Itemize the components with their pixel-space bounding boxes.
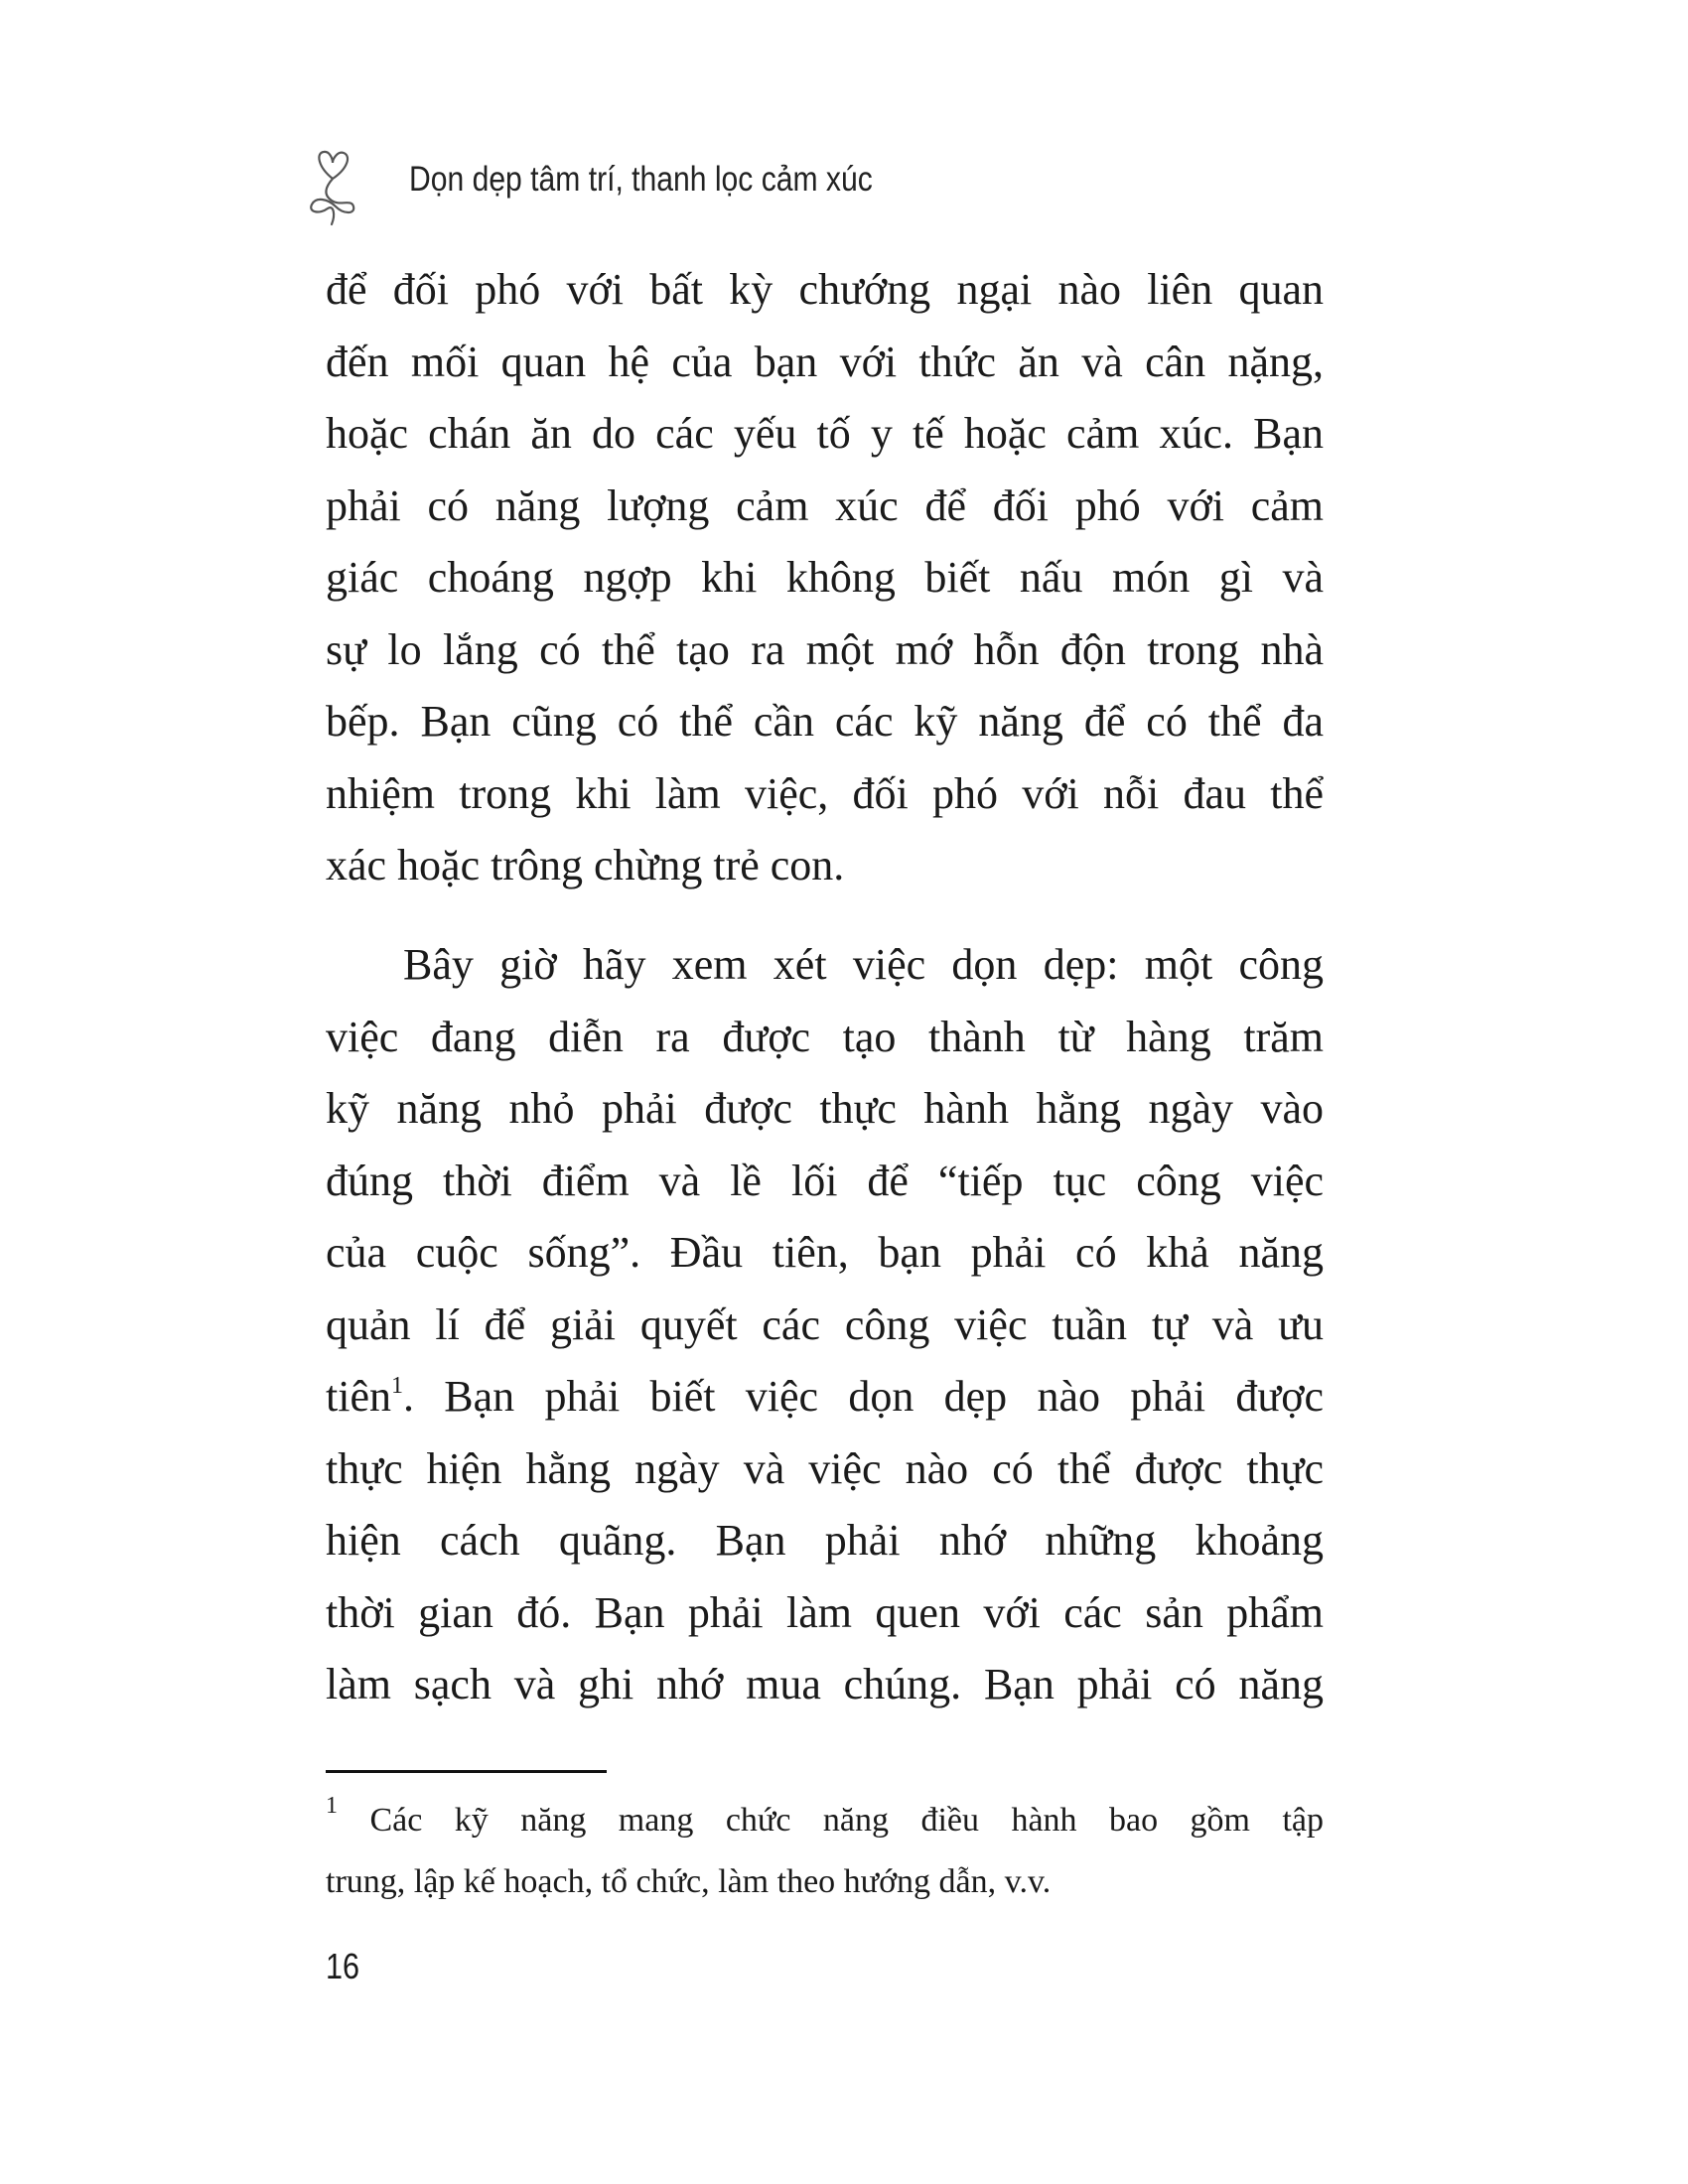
body-line: nhiệm trong khi làm việc, đối phó với nỗi đau thể	[326, 768, 1324, 818]
body-line: thời gian đó. Bạn phải làm quen với các sản phẩm	[326, 1587, 1324, 1637]
body-text-segment: . Bạn phải biết việc dọn dẹp nào phải được	[402, 1372, 1324, 1421]
body-line: hoặc chán ăn do các yếu tố y tế hoặc cảm xúc. Bạn	[326, 409, 1324, 458]
footnote-line: trung, lập kế hoạch, tổ chức, làm theo hướng dẫn, v.v.	[326, 1863, 1052, 1900]
body-line: xác hoặc trông chừng trẻ con.	[326, 841, 845, 889]
body-line: quản lí để giải quyết các công việc tuần tự và ưu	[326, 1299, 1324, 1349]
body-line: việc đang diễn ra được tạo thành từ hàng trăm	[326, 1012, 1324, 1061]
body-line: sự lo lắng có thể tạo ra một mớ hỗn độn trong nhà	[326, 624, 1324, 674]
body-line	[326, 1361, 1324, 1433]
body-line: Bây giờ hãy xem xét việc dọn dẹp: một công	[403, 940, 1324, 989]
footnote-marker: 1	[326, 1793, 338, 1819]
body-line: bếp. Bạn cũng có thể cần các kỹ năng để có thể đa	[326, 697, 1324, 746]
footnote-reference: 1	[390, 1373, 403, 1399]
body-line: để đối phó với bất kỳ chướng ngại nào liên quan	[326, 265, 1324, 314]
body-line: làm sạch và ghi nhớ mua chúng. Bạn phải có năng	[326, 1660, 1324, 1708]
heart-infinity-ornament-icon	[308, 149, 357, 228]
page-number: 16	[326, 1946, 360, 1986]
body-line: phải có năng lượng cảm xúc để đối phó với cảm	[326, 480, 1324, 530]
body-line: của cuộc sống”. Đầu tiên, bạn phải có khả năng	[326, 1228, 1324, 1277]
body-text-segment: tiên	[326, 1372, 391, 1421]
running-header-title: Dọn dẹp tâm trí, thanh lọc cảm xúc	[409, 160, 873, 199]
body-line: hiện cách quãng. Bạn phải nhớ những khoảng	[326, 1516, 1324, 1565]
body-line: thực hiện hằng ngày và việc nào có thể được thực	[326, 1443, 1324, 1493]
footnote-text: Các kỹ năng mang chức năng điều hành bao gồm tập	[369, 1802, 1325, 1839]
body-line: đúng thời điểm và lề lối để “tiếp tục công việc	[326, 1156, 1324, 1205]
footnote-line	[326, 1791, 1324, 1850]
body-line: đến mối quan hệ của bạn với thức ăn và cân nặng,	[326, 337, 1324, 386]
footnote-divider	[326, 1770, 607, 1773]
body-line: giác choáng ngợp khi không biết nấu món gì và	[326, 553, 1324, 602]
body-line: kỹ năng nhỏ phải được thực hành hằng ngày vào	[326, 1084, 1324, 1133]
